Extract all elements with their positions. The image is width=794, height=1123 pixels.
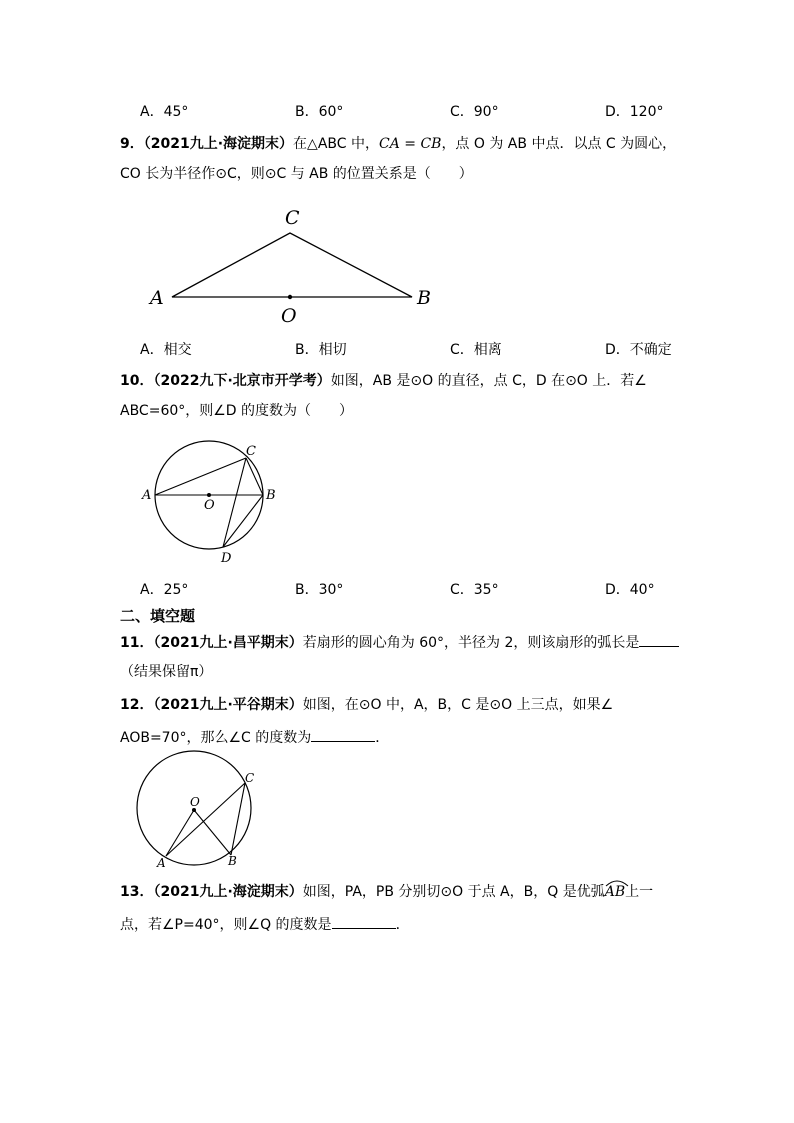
q9-option-d: D．不确定: [605, 342, 672, 358]
q10-circle-figure: [135, 438, 285, 570]
q10-chord-cd: [223, 458, 246, 547]
q11-stem-line2: （结果保留π）: [120, 664, 213, 680]
q13-arc-label: AB: [604, 884, 626, 900]
q11-answer-blank: [639, 632, 679, 647]
q10-number: 10．: [120, 373, 154, 389]
q9-label-b: B: [417, 287, 431, 309]
q13-stem-line1: [120, 882, 653, 902]
q9-point-o: [288, 295, 292, 299]
q8-option-d: D．120°: [605, 104, 664, 120]
q9-triangle-figure: [140, 200, 450, 330]
q9-equation: CA = CB: [378, 136, 442, 152]
q10-label-d: D: [221, 551, 232, 566]
q9-label-o: O: [281, 305, 297, 327]
q13-text-end2: ．: [395, 917, 410, 933]
q9-label-c: C: [285, 207, 300, 229]
q10-text: 如图，AB 是⊙O 的直径，点 C，D 在⊙O 上．若∠: [330, 373, 647, 389]
q12-label-a: A: [157, 856, 166, 870]
q9-stem-line2: CO 长为半径作⊙C，则⊙C 与 AB 的位置关系是（ ）: [120, 166, 473, 182]
q12-text-line2: AOB=70°，那么∠C 的度数为: [120, 730, 312, 746]
q10-label-b: B: [266, 488, 276, 503]
q13-source: （2021九上·海淀期末）: [153, 884, 303, 900]
q9-option-c: C．相离: [450, 342, 502, 358]
q9-label-a: A: [150, 287, 164, 309]
q12-text-end: ．: [375, 730, 390, 746]
arc-accent-icon: [605, 879, 629, 887]
q12-stem-line1: [120, 695, 613, 715]
q8-options: [140, 102, 700, 122]
q13-text: 如图，PA，PB 分别切⊙O 于点 A，B，Q 是优弧: [302, 884, 605, 900]
q12-answer-blank: [311, 727, 375, 742]
q8-option-c: C．90°: [450, 104, 499, 120]
q13-number: 13．: [120, 884, 154, 900]
q13-answer-blank: [332, 914, 396, 929]
section-fill-in-heading: 二、填空题: [120, 607, 196, 625]
q12-source: （2021九上·平谷期末）: [153, 697, 303, 713]
q10-center-o: [207, 493, 211, 497]
q10-chord-cb: [246, 458, 263, 495]
q10-label-a: A: [142, 488, 152, 503]
q11-text: 若扇形的圆心角为 60°，半径为 2，则该扇形的弧长是: [302, 635, 640, 651]
q10-options: [140, 580, 700, 600]
q12-text: 如图，在⊙O 中，A，B，C 是⊙O 上三点，如果∠: [302, 697, 614, 713]
q10-stem-line1: [120, 371, 647, 391]
q9-option-a: A．相交: [140, 342, 192, 358]
q9-triangle: [172, 233, 412, 297]
q12-label-c: C: [245, 771, 255, 785]
q10-option-c: C．35°: [450, 582, 499, 598]
q10-label-o: O: [204, 498, 215, 513]
q9-text-pre: 在△ABC 中，: [293, 136, 379, 152]
q12-label-o: O: [190, 795, 200, 809]
q13-stem-line2: [120, 914, 410, 935]
q13-arc-ab: [605, 882, 625, 902]
q10-option-d: D．40°: [605, 582, 655, 598]
q8-option-a: A．45°: [140, 104, 189, 120]
q11-number: 11．: [120, 635, 154, 651]
q12-number: 12．: [120, 697, 154, 713]
q10-stem-line2: ABC=60°，则∠D 的度数为（ ）: [120, 403, 354, 419]
q12-radius-ob: [194, 810, 231, 855]
q13-text-line2: 点，若∠P=40°，则∠Q 的度数是: [120, 917, 332, 933]
q9-text-post: ，点 O 为 AB 中点．以点 C 为圆心，: [441, 136, 677, 152]
q10-option-a: A．25°: [140, 582, 189, 598]
q9-option-b: B．相切: [295, 342, 347, 358]
q13-text-end: 上一: [625, 884, 654, 900]
q8-option-b: B．60°: [295, 104, 344, 120]
q10-option-b: B．30°: [295, 582, 344, 598]
q10-label-c: C: [246, 444, 256, 459]
q12-label-b: B: [228, 854, 237, 868]
q12-circle-figure: [130, 756, 260, 870]
q10-source: （2022九下·北京市开学考）: [153, 373, 331, 389]
q11-stem-line1: [120, 632, 679, 653]
q9-options: [140, 340, 700, 360]
q9-source: （2021九上·海淀期末）: [143, 136, 294, 152]
q9-stem-line1: [120, 134, 676, 154]
q11-source: （2021九上·昌平期末）: [153, 635, 303, 651]
q12-stem-line2: [120, 727, 389, 748]
q9-number: 9．: [120, 136, 144, 152]
q10-chord-ac: [155, 458, 246, 495]
q12-radius-oa: [166, 810, 194, 856]
